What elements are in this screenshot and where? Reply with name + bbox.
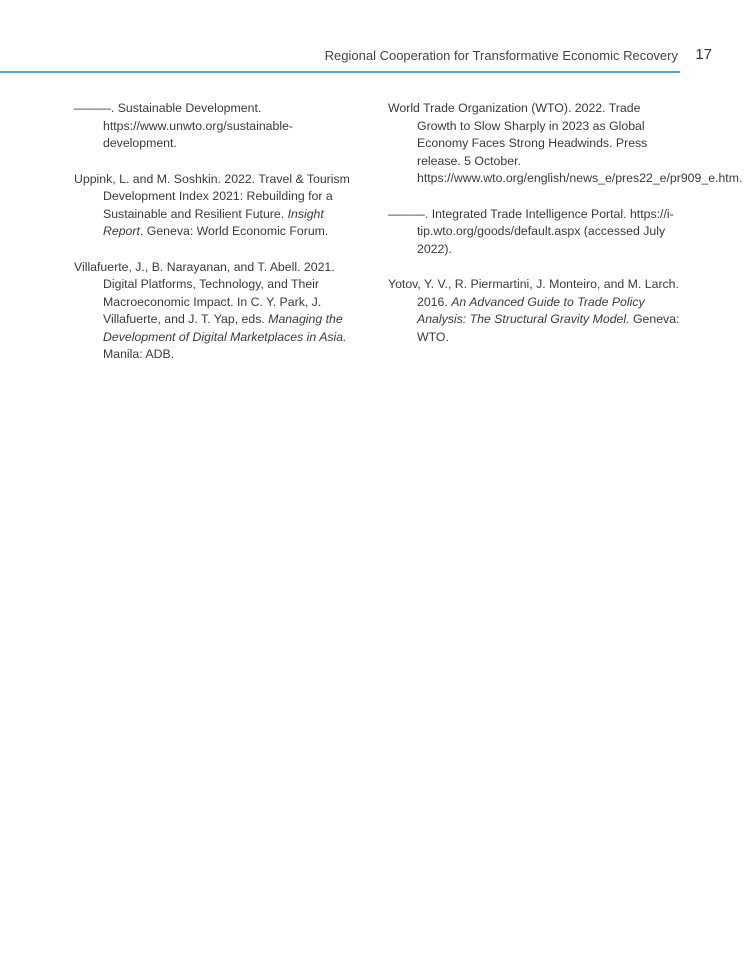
reference-entry: World Trade Organization (WTO). 2022. Trade Growth to Slow Sharply in 2023 as Global Economy Faces Strong Headwinds. Press release. 5 October. https://www.wto.org/english/news_e/pres22_e/pr909_e.htm. [388, 101, 743, 185]
page-number: 17 [695, 46, 712, 63]
reference-entry: Villafuerte, J., B. Narayanan, and T. Abell. 2021. Digital Platforms, Technology, and Their Macroeconomic Impact. In C. Y. Park, J. Villafuerte, and J. T. Yap, eds. Managing the Development of Digital Marketplaces in Asia. Manila: ADB. [74, 259, 347, 361]
running-header-title: Regional Cooperation for Transformative Economic Recovery [324, 48, 678, 63]
reference-entry: ———. Sustainable Development. https://www.unwto.org/sustainable-development. [74, 101, 294, 150]
reference-entry: Uppink, L. and M. Soshkin. 2022. Travel & Tourism Development Index 2021: Rebuilding for a Sustainable and Resilient Future. Insight Report. Geneva: World Economic Forum. [74, 171, 350, 238]
reference-entry: ———. Integrated Trade Intelligence Portal. https://i-tip.wto.org/goods/default.aspx (accessed July 2022). [388, 206, 674, 256]
references-right-column [388, 100, 743, 364]
header-rule [0, 71, 680, 73]
reference-entry: Yotov, Y. V., R. Piermartini, J. Monteiro, and M. Larch. 2016. An Advanced Guide to Trade Policy Analysis: The Structural Gravity Model. Geneva: WTO. [388, 277, 680, 344]
running-header [0, 0, 750, 74]
references-left-column [74, 100, 364, 382]
